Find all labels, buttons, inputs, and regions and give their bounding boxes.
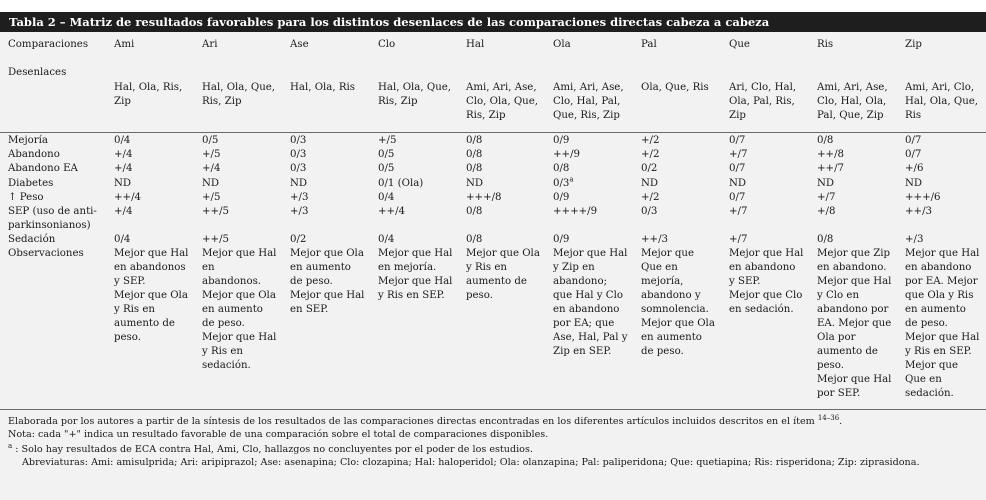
table-cell: ++++/9 [553, 206, 598, 217]
table-cell: +++/6 [905, 192, 941, 203]
footnote-a: $^a$ : Solo hay resultados de ECA contra Hal, Ami, Clo, hallazgos no concluyentes por el poder de los estudios. [8, 441, 533, 455]
table-cell: +/4 [202, 163, 221, 174]
comparators-ase: Hal, Ola, Ris [290, 82, 356, 93]
observation-cell: Mejor que Ola en aumento de peso. Mejor que Hal en SEP. [290, 248, 365, 315]
table-cell: 0/3 [641, 206, 658, 217]
column-header-hal: Hal [466, 39, 485, 50]
comparators-clo: Hal, Ola, Que, Ris, Zip [378, 82, 452, 107]
header-desenlaces: Desenlaces [8, 67, 67, 78]
table-cell: +/2 [641, 192, 660, 203]
observation-cell: Mejor que Ola y Ris en aumento de peso. [466, 248, 540, 301]
footnote-source: Elaborada por los autores a partir de la síntesis de los resultados de las comparaciones directas encontradas en los diferentes artículos incluidos descritos en el ítem $^{14-36}$. [8, 413, 843, 427]
table-cell: +/3 [290, 192, 309, 203]
row-label: Sedación [8, 234, 56, 245]
table-cell: +++/8 [466, 192, 502, 203]
table-cell: ++/4 [114, 192, 141, 203]
table-cell: ++/5 [202, 234, 229, 245]
table-cell: 0/7 [729, 192, 746, 203]
table-cell: 0/8 [466, 234, 483, 245]
table-cell: ND [641, 178, 659, 189]
footnote-abbreviations: Abreviaturas: Ami: amisulprida; Ari: aripiprazol; Ase: asenapina; Clo: clozapina; Hal: haloperidol; Ola: olanzapina; Pal: paliperidona; Que: quetiapina; Ris: risperidona; Zip: ziprasidona. [22, 457, 920, 468]
comparators-que: Ari, Clo, Hal, Ola, Pal, Ris, Zip [729, 82, 797, 121]
observation-cell: Mejor que Hal en abandonos. Mejor que Ola en aumento de peso. Mejor que Hal y Ris en sedación. [202, 248, 277, 371]
table-cell: 0/3 [290, 163, 307, 174]
table-cell: +/2 [641, 149, 660, 160]
table-cell: ++/3 [905, 206, 932, 217]
column-header-clo: Clo [378, 39, 396, 50]
table-cell: +/7 [729, 206, 748, 217]
column-header-zip: Zip [905, 39, 922, 50]
table-cell: +/4 [114, 163, 133, 174]
table-cell: 0/7 [729, 135, 746, 146]
table-cell: 0/8 [466, 149, 483, 160]
table-cell: ++/7 [817, 163, 844, 174]
comparators-pal: Ola, Que, Ris [641, 82, 709, 93]
table-cell: ND [905, 178, 923, 189]
table-cell: +/7 [729, 149, 748, 160]
table-cell: +/5 [202, 149, 221, 160]
table-cell: ND [817, 178, 835, 189]
table-cell: +/8 [817, 206, 836, 217]
observation-cell: Mejor que Hal en abandono y SEP. Mejor que Clo en sedación. [729, 248, 804, 315]
column-header-que: Que [729, 39, 750, 50]
observation-cell: Mejor que Zip en abandono. Mejor que Hal y Clo en abandono por EA. Mejor que Ola por aumento de peso. Mejor que Hal por SEP. [817, 248, 892, 399]
bottom-rule [0, 409, 986, 410]
table-cell: 0/4 [114, 234, 131, 245]
table-cell: 0/8 [466, 163, 483, 174]
comparators-zip: Ami, Ari, Clo, Hal, Ola, Que, Ris [905, 82, 979, 121]
table-cell: ++/4 [378, 206, 405, 217]
observation-cell: Mejor que Hal y Zip en abandono; que Hal y Clo en abandono por EA; que Ase, Hal, Pal y Zip en SEP. [553, 248, 628, 357]
table-cell: 0/8 [553, 163, 570, 174]
table-cell: 0/9 [553, 135, 570, 146]
table-cell: +/6 [905, 163, 924, 174]
comparators-ami: Hal, Ola, Ris, Zip [114, 82, 183, 107]
table-cell: 0/2 [290, 234, 307, 245]
table-cell: ND [466, 178, 484, 189]
comparators-ari: Hal, Ola, Que, Ris, Zip [202, 82, 276, 107]
table-cell: ND [202, 178, 220, 189]
column-header-ris: Ris [817, 39, 834, 50]
row-label: ↑ Peso [8, 192, 44, 203]
table-title: Tabla 2 – Matriz de resultados favorables para los distintos desenlaces de las comparaciones directas cabeza a cabeza [0, 12, 986, 32]
comparators-ola: Ami, Ari, Ase, Clo, Hal, Pal, Que, Ris, Zip [553, 82, 624, 121]
row-label: Mejoría [8, 135, 48, 146]
table-cell: +/5 [202, 192, 221, 203]
column-header-pal: Pal [641, 39, 657, 50]
observation-cell: Mejor que Hal en abandono por EA. Mejor que Ola y Ris en aumento de peso. Mejor que Hal y Ris en SEP. Mejor que Que en sedación. [905, 248, 980, 399]
table-cell: 0/3$^a$ [553, 175, 574, 189]
table-cell: +/7 [729, 234, 748, 245]
table-cell: 0/7 [905, 149, 922, 160]
table-cell: 0/1 (Ola) [378, 178, 424, 189]
table-cell: ND [729, 178, 747, 189]
table-cell: ++/9 [553, 149, 580, 160]
table-cell: 0/7 [905, 135, 922, 146]
column-header-ola: Ola [553, 39, 571, 50]
observation-cell: Mejor que Hal en mejoría. Mejor que Hal y Ris en SEP. [378, 248, 453, 301]
table-cell: 0/8 [466, 206, 483, 217]
table-cell: +/2 [641, 135, 660, 146]
row-label: Observaciones [8, 248, 84, 259]
column-header-ari: Ari [202, 39, 218, 50]
table-cell: +/4 [114, 206, 133, 217]
table-cell: 0/9 [553, 192, 570, 203]
header-rule [0, 132, 986, 133]
table-cell: ND [114, 178, 132, 189]
table-cell: 0/4 [114, 135, 131, 146]
table-cell: 0/4 [378, 234, 395, 245]
table-cell: 0/8 [466, 135, 483, 146]
table-cell: 0/2 [641, 163, 658, 174]
observation-cell: Mejor que Hal en abandonos y SEP. Mejor que Ola y Ris en aumento de peso. [114, 248, 189, 343]
header-comparaciones: Comparaciones [8, 39, 89, 50]
table-cell: +/5 [378, 135, 397, 146]
table-cell: 0/7 [729, 163, 746, 174]
table-cell: +/7 [817, 192, 836, 203]
observation-cell: Mejor que Que en mejoría, abandono y somnolencia. Mejor que Ola en aumento de peso. [641, 248, 715, 357]
row-label: SEP (uso de anti- parkinsonianos) [8, 206, 97, 231]
table-cell: 0/5 [202, 135, 219, 146]
table-cell: +/3 [905, 234, 924, 245]
comparators-ris: Ami, Ari, Ase, Clo, Hal, Ola, Pal, Que, Zip [817, 82, 888, 121]
row-label: Abandono EA [8, 163, 78, 174]
table-cell: 0/4 [378, 192, 395, 203]
column-header-ami: Ami [114, 39, 135, 50]
table-cell: ND [290, 178, 308, 189]
table-cell: ++/3 [641, 234, 668, 245]
table-cell: 0/5 [378, 149, 395, 160]
row-label: Diabetes [8, 178, 54, 189]
table-cell: +/3 [290, 206, 309, 217]
footnote-note: Nota: cada "+" indica un resultado favorable de una comparación sobre el total de comparaciones disponibles. [8, 429, 549, 440]
table-cell: +/4 [114, 149, 133, 160]
table-cell: 0/9 [553, 234, 570, 245]
row-label: Abandono [8, 149, 60, 160]
table-figure [0, 12, 986, 500]
comparators-hal: Ami, Ari, Ase, Clo, Ola, Que, Ris, Zip [466, 82, 539, 121]
table-cell: 0/8 [817, 234, 834, 245]
table-cell: 0/5 [378, 163, 395, 174]
table-cell: 0/3 [290, 149, 307, 160]
table-cell: ++/8 [817, 149, 844, 160]
table-cell: 0/8 [817, 135, 834, 146]
table-cell: ++/5 [202, 206, 229, 217]
table-cell: 0/3 [290, 135, 307, 146]
column-header-ase: Ase [290, 39, 309, 50]
